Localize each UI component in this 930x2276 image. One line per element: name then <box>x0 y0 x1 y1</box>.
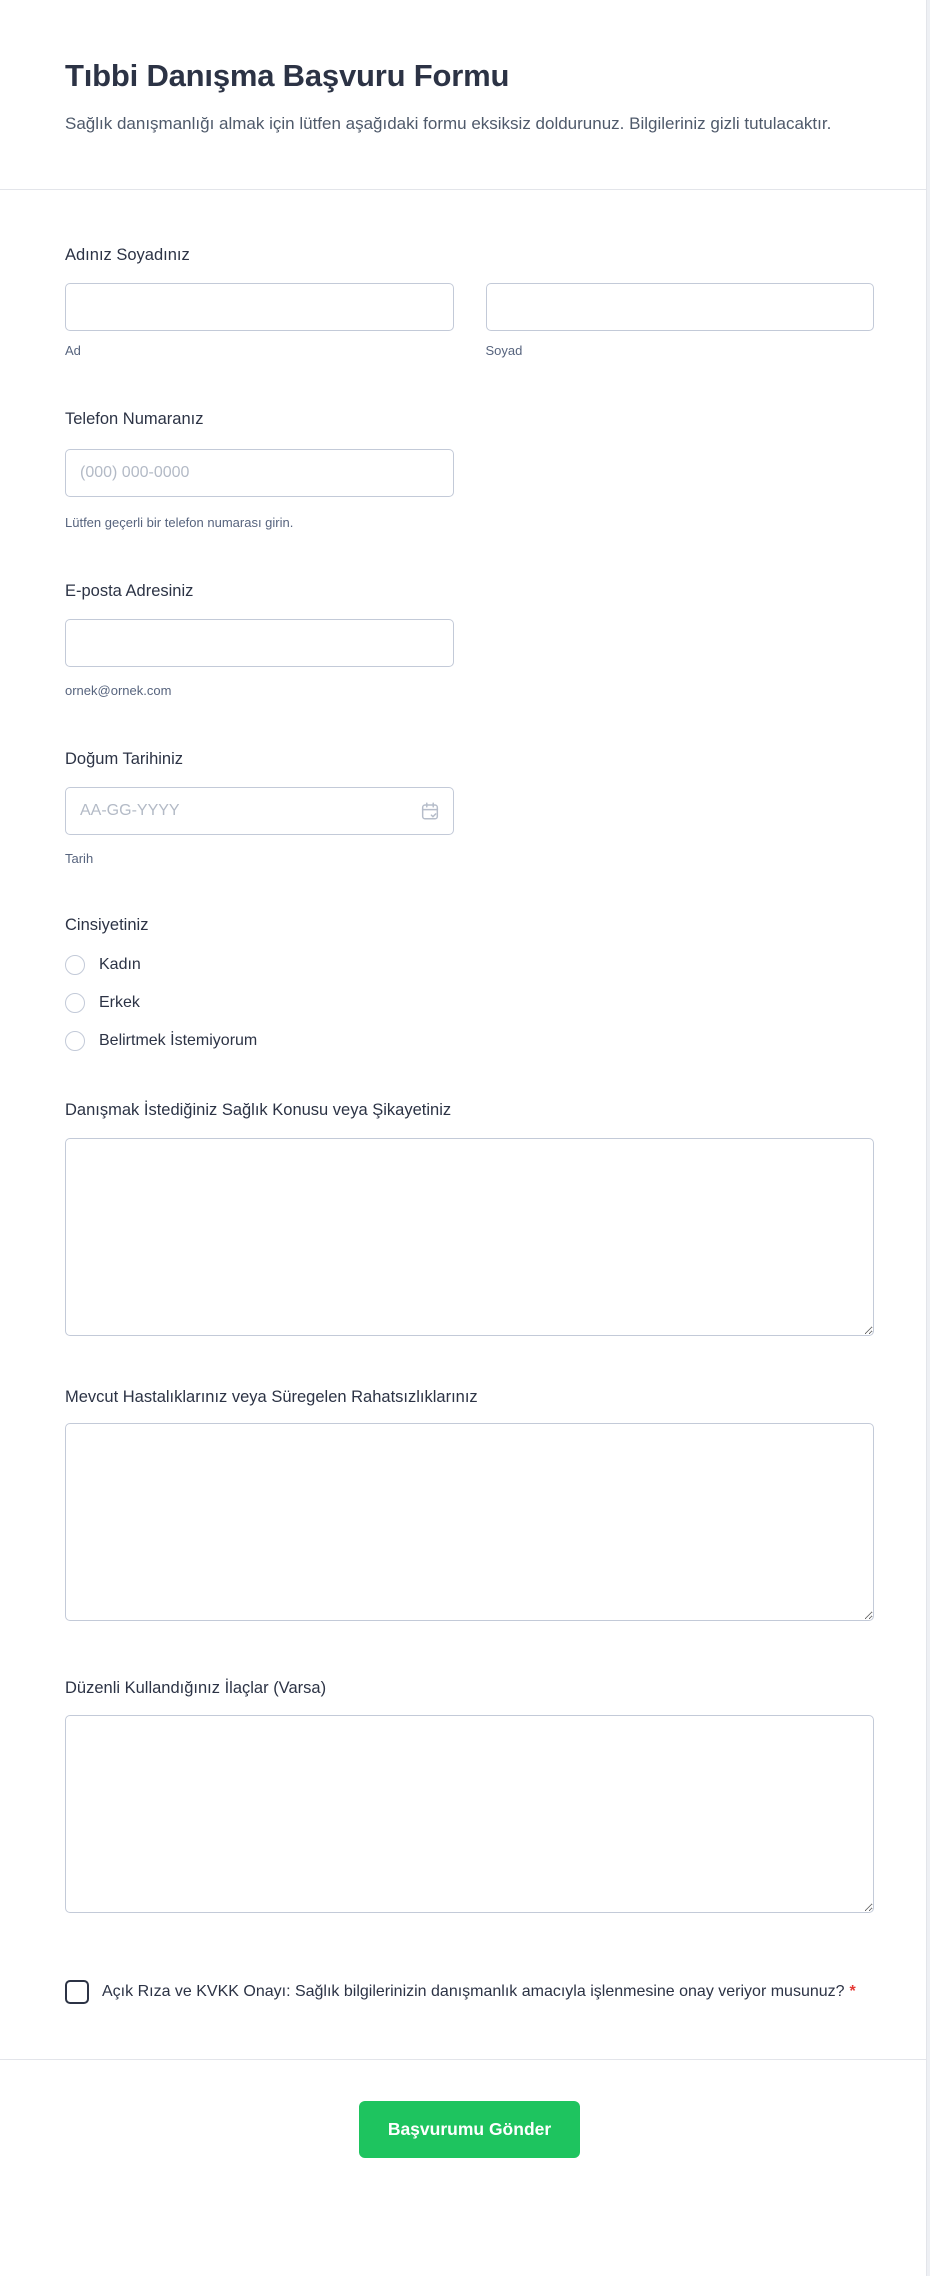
gender-option-label: Kadın <box>99 956 141 973</box>
field-phone <box>65 410 874 530</box>
submit-button[interactable]: Başvurumu Gönder <box>359 2101 580 2158</box>
email-helper: ornek@ornek.com <box>65 683 172 698</box>
birth-date-label: Doğum Tarihiniz <box>65 750 183 768</box>
field-medications <box>65 1679 874 1913</box>
email-input[interactable] <box>65 619 454 667</box>
form-body <box>0 246 930 2005</box>
field-email <box>65 582 874 698</box>
gender-option-belirtmek-istemiyorum[interactable] <box>65 1027 874 1055</box>
form-header <box>0 0 930 140</box>
first-name-group <box>65 283 454 358</box>
radio-icon[interactable] <box>65 993 85 1013</box>
footer-divider <box>0 2059 930 2060</box>
phone-label: Telefon Numaranız <box>65 410 204 428</box>
last-name-input[interactable] <box>486 283 875 331</box>
birth-date-helper: Tarih <box>65 851 94 866</box>
field-existing-conditions <box>65 1388 874 1621</box>
first-name-sublabel: Ad <box>65 343 81 358</box>
phone-helper: Lütfen geçerli bir telefon numarası girin. <box>65 515 294 530</box>
existing-conditions-textarea[interactable] <box>65 1423 874 1621</box>
page-title: Tıbbi Danışma Başvuru Formu <box>65 58 510 93</box>
radio-icon[interactable] <box>65 955 85 975</box>
consultation-topic-label: Danışmak İstediğiniz Sağlık Konusu veya Şikayetiniz <box>65 1101 452 1119</box>
gender-option-label: Belirtmek İstemiyorum <box>99 1032 258 1049</box>
consent-label: Açık Rıza ve KVKK Onayı: Sağlık bilgilerinizin danışmanlık amacıyla işlenmesine onay veriyor musunuz? <box>102 1983 845 2000</box>
gender-label: Cinsiyetiniz <box>65 916 149 934</box>
gender-options <box>65 951 874 1055</box>
header-divider <box>0 189 930 190</box>
field-birth-date <box>65 750 874 866</box>
email-label: E-posta Adresiniz <box>65 582 194 600</box>
gender-option-kadin[interactable] <box>65 951 874 979</box>
field-full-name <box>65 246 874 358</box>
page-subtitle: Sağlık danışmanlığı almak için lütfen aşağıdaki formu eksiksiz doldurunuz. Bilgileriniz gizli tutulacaktır. <box>65 114 832 133</box>
scrollbar-track[interactable] <box>926 0 930 2276</box>
medications-textarea[interactable] <box>65 1715 874 1913</box>
consent-checkbox[interactable] <box>65 1980 89 2004</box>
consent-block <box>65 1979 874 2005</box>
radio-icon[interactable] <box>65 1031 85 1051</box>
birth-date-wrapper <box>65 787 454 835</box>
last-name-sublabel: Soyad <box>485 343 523 358</box>
submit-row <box>65 2101 874 2158</box>
last-name-group <box>486 283 875 358</box>
phone-input[interactable] <box>65 449 454 497</box>
required-asterisk: * <box>849 1983 856 2000</box>
field-gender <box>65 916 874 1055</box>
full-name-label: Adınız Soyadınız <box>65 246 190 264</box>
gender-option-label: Erkek <box>99 994 140 1011</box>
medications-label: Düzenli Kullandığınız İlaçlar (Varsa) <box>65 1679 327 1697</box>
consultation-topic-textarea[interactable] <box>65 1138 874 1336</box>
gender-option-erkek[interactable] <box>65 989 874 1017</box>
birth-date-input[interactable] <box>65 787 454 835</box>
existing-conditions-label: Mevcut Hastalıklarınız veya Süregelen Rahatsızlıklarınız <box>65 1388 478 1406</box>
first-name-input[interactable] <box>65 283 454 331</box>
field-consultation-topic <box>65 1101 874 1336</box>
